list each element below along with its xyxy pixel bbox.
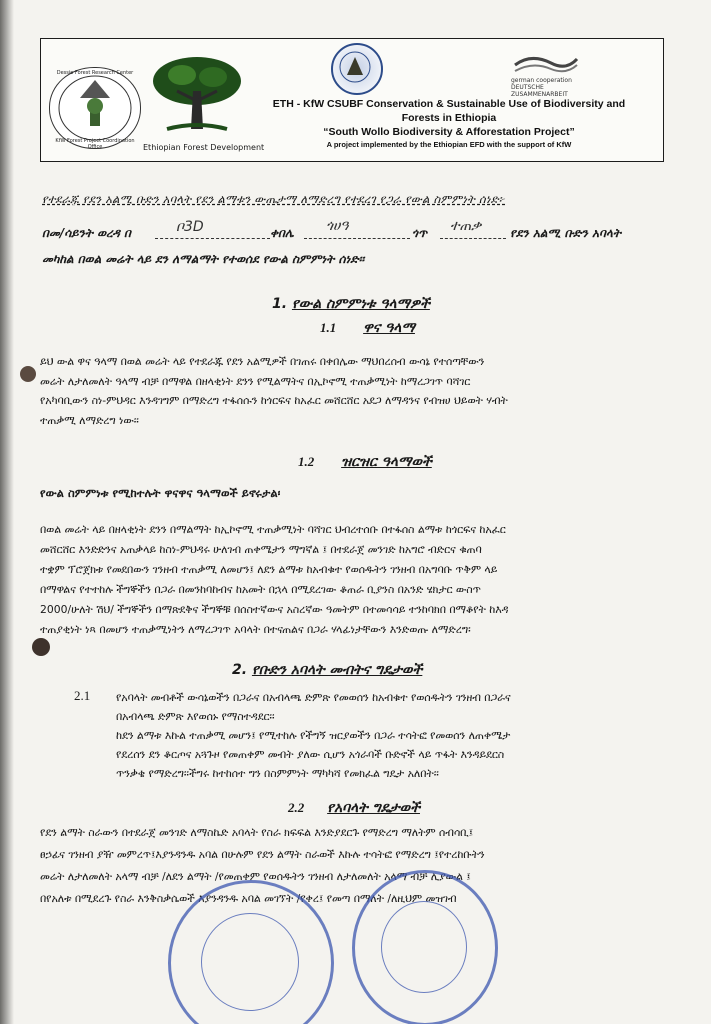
tree-logo <box>147 51 247 141</box>
section-1-1-heading <box>320 320 415 336</box>
paragraph-member-duties <box>40 822 690 910</box>
section-1-2-intro: የውል ስምምነቱ የሚከተሉት ዋናዋና ዓላማወች ይኖሩታል፡ <box>40 486 281 500</box>
german-cooperation-label: german cooperation DEUTSCHE ZUSAMMENARBEIT <box>511 77 572 98</box>
kebele-handwritten-value: ጎሀዓ <box>326 218 349 234</box>
p3-line-3: ከደን ልማቱ እኩል ተጠቃሚ መሆን፤ የሚተከሉ የችግኝ ዝርያወችን በጋራ ተሳትፎ የመወሰን ለጠቀሜታ <box>116 729 511 742</box>
p1-line-3: የአካባቢውን ስነ-ምህዳር እንዳገግም በማድረግ ተፋሰሱን ከጎርፍና ከአፈር መሸርሸር አደጋ ለማዳንና የብዝሀ ህይወት ሃብት <box>40 394 508 407</box>
p1-line-4: ተጠቃሚ ለማድረግ ነው፡፡ <box>40 413 139 427</box>
p4-line-1: የደን ልማት ስራውን በተደራጀ መንገድ ለማስኬድ አባላት የስራ ክፍፍል እንድያደርጉ የማድረግ ማለትም ሰብሳቢ፤ <box>40 826 474 839</box>
fill-line-part-d: የደን አልሚ ቡድን አባላት <box>510 226 621 240</box>
section-2-2-title: የአባላት ግዴታወች <box>327 800 420 816</box>
p2-line-3: ተቋም ፕሮጀክቱ የመደበውን ገንዘብ ተጠቃሚ ለመሆን፤ ለደን ልማቱ ከአብቁተ የወሰዱትን ገንዘብ በአግባቡ ጥቅም ላይ <box>40 563 498 576</box>
punch-hole-2 <box>32 638 50 656</box>
p2-line-6: ተጠያቂነት ነጻ በመሆን ተጠቃሚነትን ለማረጋገጥ አባላት በተናጠልና በጋራ ሃላፊነታቸውን እንድወጡ ለማድረግ፡ <box>40 623 471 636</box>
section-1-number: 1. <box>272 296 288 312</box>
p2-line-4: በማዋልና የተተከሉ ችግኞችን በጋራ በመንከባከብና ከአመት በኋላ በሚደረገው ቆጠራ ቢያንስ በአንድ ሄክታር ውስጥ <box>40 583 481 596</box>
national-seal-logo <box>331 43 383 95</box>
title-line-1: ETH - KfW CSUBF Conservation & Sustainable Use of Biodiversity and <box>272 98 626 110</box>
section-1-2-heading <box>298 454 432 470</box>
fill-line-part-c: ጎጥ <box>412 226 428 240</box>
section-1-1-title: ዋና ዓላማ <box>363 320 415 336</box>
scan-shadow <box>0 0 14 1024</box>
stamp-right-inner-ring <box>381 901 467 993</box>
paragraph-detailed-objectives <box>40 520 680 640</box>
section-2-1-number: 2.1 <box>74 688 91 703</box>
fill-underline-3 <box>440 238 506 239</box>
p1-line-1: ይህ ውል ዋና ዓላማ በወል መሬት ላይ የተደራጁ የደን አልሚዎች በገጠሩ በቀበሌው ማህበረሰብ ውሳኔ የተሰጣቸውን <box>40 355 485 368</box>
title-line-4: A project implemented by the Ethiopian EFD with the support of KfW <box>326 140 572 149</box>
letterhead-title <box>249 97 649 150</box>
letterhead <box>40 38 664 162</box>
p3-line-5: ጥንቃቄ የማድረግ፡፡ችግሩ ከተከሰተ ግን በስምምነት ማካካሻ የመክፈል ግዴታ አለበት፡፡ <box>116 767 439 780</box>
woreda-handwritten-value: ቦ3D <box>176 219 204 235</box>
section-2-title: የቡድን አባላት መብትና ግዴታወች <box>251 662 423 678</box>
section-2-number: 2. <box>232 662 248 678</box>
got-handwritten-value: ተጠቃ <box>450 218 482 234</box>
efd-badge-logo <box>49 67 141 149</box>
section-2-2-number: 2.2 <box>288 800 305 815</box>
p4-line-2: ፀኃፊና ገንዘብ ያዥ መምረጥ፤እያንዳንዱ አባል በሁሉም የደን ልማት ስራወች እኩሉ ተሳትፎ የማድረግ ፤የተረከቡትን <box>40 848 485 861</box>
badge-line2: KfW Forest Project Coordination Office <box>55 138 135 150</box>
section-1-2-title: ዝርዝር ዓላማወች <box>341 454 432 470</box>
p1-line-2: መሬት ለታለመለት ዓላማ ብቻ በማዋል በዘላቂነት ደንን የሚልማትና በኢኮኖሚ ተጠቃሚነት ከማረጋገጥ ባሻገር <box>40 374 471 388</box>
section-1-1-number: 1.1 <box>320 320 337 335</box>
section-1-title: የውል ስምምነቱ ዓላማዎች <box>291 296 430 312</box>
fill-line-2: መካከል በወል መሬት ላይ ደን ለማልማት የተወሰደ የውል ስምምነት ሰነድ፡፡ <box>42 252 365 266</box>
fill-line-part-b: ቀበሌ <box>270 226 294 240</box>
p3-line-2: በአብላጫ ድምጽ እየወሰኑ የማስተዳደር፡፡ <box>116 710 275 723</box>
punch-hole <box>20 366 36 382</box>
paragraph-member-rights <box>116 688 686 783</box>
p4-line-4: በየአለቱ በሚደረጉ የስራ እንቅስቃሴወች እያንዳንዱ አባል መገኘት /የቀረ፤ የመጣ በማለት /ለዚህም መዝገብ <box>40 892 457 905</box>
p4-line-3: መሬት ለታለመለት አላማ ብቻ /ለደን ልማት /የመጠቀም የወሰዱትን ገንዘብ ለታለመለት አላማ ብቻ ሊያውል ፤ <box>40 870 471 883</box>
fill-line-part-a: በመ/ሳይንት ወረዳ በ <box>42 226 131 240</box>
p3-line-4: የደረሰን ደን ቆርጦና አጓጉዞ የመጠቀም መብት ያለው ሲሆን አጎራባች ቡድኖች ላይ ጥፋት እንዳይደርስ <box>116 748 505 761</box>
section-1-heading <box>272 296 430 312</box>
document-title: የተደራጁ የደን አልሚ ቡድን አባላት የደን ልማቱን ውጤታማ ለማድረግ የተደረገ የጋራ የውል ስምምነት ሰነድ፦ <box>42 192 506 206</box>
title-line-2: Forests in Ethiopia <box>401 112 497 124</box>
section-2-heading <box>232 662 422 678</box>
stamp-left-inner-ring <box>201 913 299 1011</box>
section-2-2-heading <box>288 800 420 816</box>
official-stamp-right <box>352 870 498 1024</box>
ethiopian-forest-development-label: Ethiopian Forest Development <box>143 143 265 152</box>
fill-underline-1 <box>155 238 270 239</box>
section-1-2-number: 1.2 <box>298 454 315 469</box>
p2-line-1: በወል መሬት ላይ በዘላቂነት ደንን በማልማት ከኢኮኖሚ ተጠቃሚነት ባሻገር ህብረተሰቡ በተፋሰስ ልማቱ ከጎርፍና ከአፈር <box>40 523 506 536</box>
p2-line-2: መሸርሸር እንድድንና አጠቃላይ ከስነ-ምህዳሩ ሁለገብ ጠቀሜታን ማግኛል ፤ በተደራጀ መንገድ ከአግሮ ብድርና ቁጠባ <box>40 543 482 556</box>
title-line-3: “South Wollo Biodiversity & Afforestation Project” <box>323 126 575 138</box>
p2-line-5: 2000/ሁለት ሽህ/ ችግኞችን በማጽደቅና ችግኞቹ በሰስተኛውና አስረኛው ዓመትም በተመሳሳይ ተንከባክበ በማቆየት ከእዳ <box>40 603 509 616</box>
p3-line-1: የአባላት መብቶች ውሳኔወችን በጋራና በአብላጫ ድምጽ የመወሰን ከአብቁተ የወሰዱትን ገንዘብ በጋራና <box>116 691 511 704</box>
fill-underline-2 <box>304 238 410 239</box>
badge-line1: Dessie Forest Research Center <box>56 70 134 76</box>
paragraph-main-objective <box>40 352 680 430</box>
